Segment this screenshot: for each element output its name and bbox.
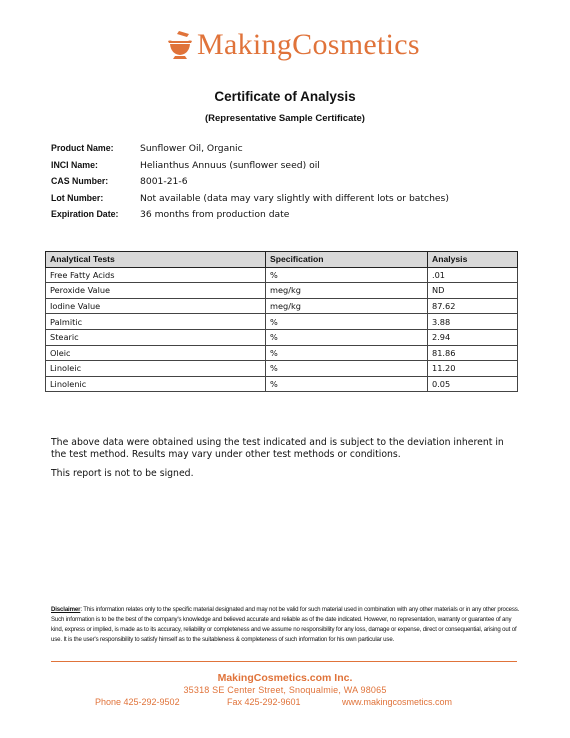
specification-cell: meg/kg <box>266 283 428 299</box>
signature-note: This report is not to be signed. <box>51 468 194 479</box>
info-row-lot-number <box>51 193 449 210</box>
table-row <box>46 298 518 314</box>
analysis-table <box>45 251 518 392</box>
analysis-cell: .01 <box>428 267 518 283</box>
info-value: Sunflower Oil, Organic <box>140 143 243 154</box>
specification-cell: % <box>266 361 428 377</box>
info-value: 36 months from production date <box>140 209 290 220</box>
company-logo <box>0 28 570 70</box>
specification-cell: % <box>266 376 428 392</box>
info-value: Not available (data may vary slightly with different lots or batches) <box>140 192 449 204</box>
analysis-cell: 0.05 <box>428 376 518 392</box>
info-row-cas-number <box>51 176 449 193</box>
table-row <box>46 376 518 392</box>
test-name-cell: Oleic <box>46 345 266 361</box>
table-row <box>46 267 518 283</box>
logo-text-making: Making <box>197 28 293 61</box>
document-subtitle: (Representative Sample Certificate) <box>205 113 365 124</box>
footer-fax: Fax 425-292-9601 <box>227 697 301 707</box>
disclaimer <box>51 605 521 645</box>
data-note: The above data were obtained using the test indicated and is subject to the deviation inherent in the test method. Results may vary under other test methods or conditions. <box>51 437 504 460</box>
info-label: Lot Number: <box>51 192 104 203</box>
analysis-cell: 87.62 <box>428 298 518 314</box>
specification-cell: % <box>266 267 428 283</box>
column-header-specification: Specification <box>266 252 428 268</box>
specification-cell: % <box>266 329 428 345</box>
mortar-pestle-icon <box>165 28 195 62</box>
analysis-cell: 2.94 <box>428 329 518 345</box>
table-header-row <box>46 252 518 268</box>
footer-company: MakingCosmetics.com Inc. <box>217 672 353 684</box>
logo-text-cosmetics: Cosmetics <box>292 28 420 61</box>
table-row <box>46 314 518 330</box>
analysis-cell: ND <box>428 283 518 299</box>
info-row-product-name <box>51 143 449 160</box>
column-header-analysis: Analysis <box>428 252 518 268</box>
info-label: Product Name: <box>51 143 114 153</box>
test-name-cell: Iodine Value <box>46 298 266 314</box>
info-row-inci-name <box>51 160 449 177</box>
info-row-expiration-date <box>51 209 449 226</box>
disclaimer-label: Disclaimer <box>51 606 81 613</box>
analysis-cell: 11.20 <box>428 361 518 377</box>
info-label: Expiration Date: <box>51 209 119 219</box>
footer-website-link[interactable]: www.makingcosmetics.com <box>342 697 453 707</box>
disclaimer-text: : This information relates only to the specific material designated and may not be valid for such material used in combination with any other materials or in any other process. Such information is to be the best of the company's knowledge and believed accurate and reliable as of the date indicated. However, no representation, warranty or guarantee of any kind, express or implied, is made as to its accuracy, reliability or completeness and we assume no responsibility for any loss, damage or expense, direct or consequential, arising out of use. It is the user's responsibility to satisfy himself as to the suitableness & completeness of such information for his own particular use. <box>51 606 520 643</box>
specification-cell: % <box>266 345 428 361</box>
analysis-cell: 81.86 <box>428 345 518 361</box>
footer-phone: Phone 425-292-9502 <box>95 697 180 707</box>
table-row <box>46 329 518 345</box>
table-row <box>46 361 518 377</box>
analysis-cell: 3.88 <box>428 314 518 330</box>
test-name-cell: Free Fatty Acids <box>46 267 266 283</box>
footer-divider <box>51 661 517 662</box>
info-label: INCI Name: <box>51 159 98 170</box>
info-label: CAS Number: <box>51 176 109 186</box>
footer-address: 35318 SE Center Street, Snoqualmie, WA 98065 <box>183 685 387 695</box>
test-name-cell: Stearic <box>46 329 266 345</box>
document-title: Certificate of Analysis <box>214 89 356 104</box>
table-row <box>46 283 518 299</box>
specification-cell: % <box>266 314 428 330</box>
table-row <box>46 345 518 361</box>
specification-cell: meg/kg <box>266 298 428 314</box>
test-name-cell: Linoleic <box>46 361 266 377</box>
test-name-cell: Palmitic <box>46 314 266 330</box>
product-info <box>51 143 449 226</box>
test-name-cell: Linolenic <box>46 376 266 392</box>
info-value: Helianthus Annuus (sunflower seed) oil <box>140 159 320 171</box>
column-header-tests: Analytical Tests <box>46 252 266 268</box>
test-name-cell: Peroxide Value <box>46 283 266 299</box>
info-value: 8001-21-6 <box>140 176 188 187</box>
